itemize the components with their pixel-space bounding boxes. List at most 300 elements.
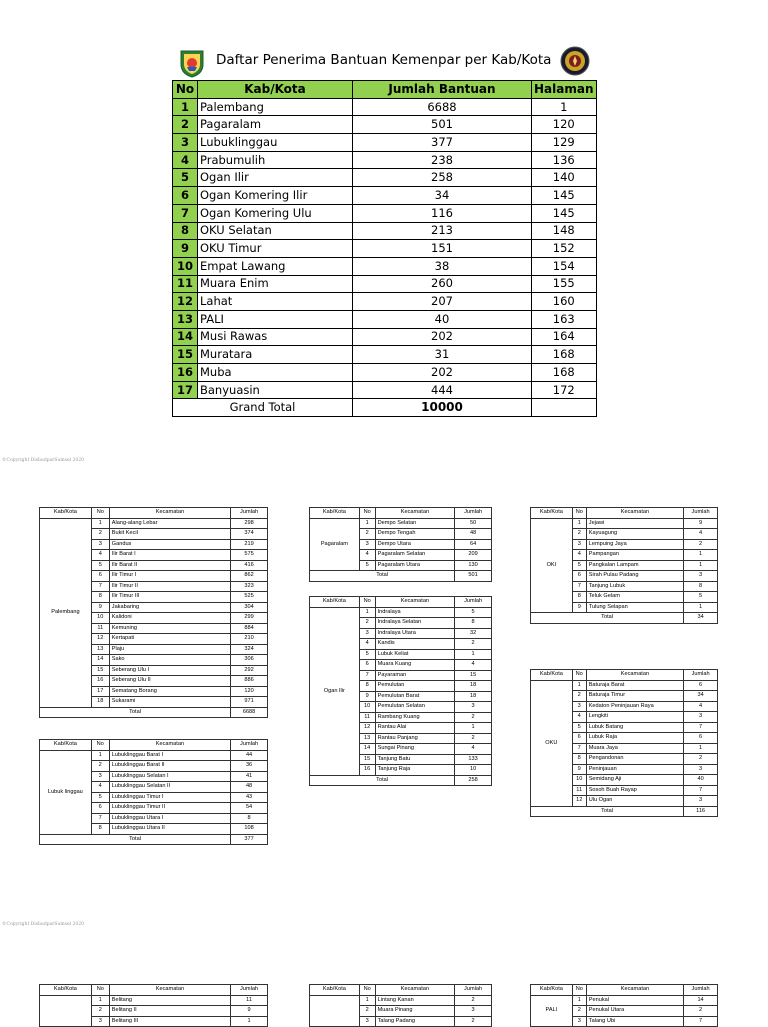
row-number: 18 <box>91 697 109 708</box>
header-kecamatan: Kecamatan <box>375 508 455 519</box>
header-kab-kota: Kab/Kota <box>310 597 360 608</box>
halaman-value: 148 <box>532 222 597 240</box>
jumlah-bantuan-value: 501 <box>353 116 532 134</box>
main-table-row <box>173 310 597 328</box>
row-number: 11 <box>173 275 198 293</box>
ministry-seal <box>560 46 590 76</box>
row-number: 3 <box>572 1016 586 1027</box>
table-row <box>310 607 492 618</box>
row-number: 9 <box>572 602 586 613</box>
row-number: 5 <box>359 560 375 571</box>
row-number: 12 <box>359 723 375 734</box>
main-table-row <box>173 116 597 134</box>
table-row <box>531 518 718 529</box>
halaman-value: 145 <box>532 187 597 205</box>
kecamatan-name: Rantau Panjang <box>375 733 455 744</box>
row-number: 12 <box>91 634 109 645</box>
kecamatan-name: Pengandonan <box>586 754 683 765</box>
row-number: 10 <box>173 257 198 275</box>
kecamatan-name: Indralaya Selatan <box>375 618 455 629</box>
kab-kota-name: Prabumulih <box>198 151 353 169</box>
jumlah-value: 6 <box>684 733 718 744</box>
main-table-row <box>173 240 597 258</box>
jumlah-value: 2 <box>684 1006 718 1017</box>
table-pagaralam <box>309 507 492 582</box>
jumlah-value: 41 <box>231 771 268 782</box>
jumlah-bantuan-value: 202 <box>353 364 532 382</box>
kab-kota-name: Empat Lawang <box>198 257 353 275</box>
row-number: 9 <box>572 764 586 775</box>
row-number: 4 <box>173 151 198 169</box>
jumlah-value: 5 <box>455 607 492 618</box>
jumlah-bantuan-value: 31 <box>353 346 532 364</box>
kab-kota-cell: Ogan Ilir <box>310 607 360 775</box>
kecamatan-name: Seberang Ulu II <box>109 676 230 687</box>
jumlah-value: 3 <box>455 1006 492 1017</box>
main-table-row <box>173 169 597 187</box>
jumlah-value: 130 <box>455 560 492 571</box>
kab-kota-cell <box>310 995 360 1027</box>
jumlah-value: 7 <box>684 785 718 796</box>
jumlah-bantuan-value: 151 <box>353 240 532 258</box>
small-table-header-row <box>40 508 268 519</box>
header-jumlah-bantuan: Jumlah Bantuan <box>353 81 532 99</box>
row-number: 9 <box>359 691 375 702</box>
kecamatan-name: Indralaya <box>375 607 455 618</box>
kecamatan-name: Sako <box>109 655 230 666</box>
header-kab-kota: Kab/Kota <box>40 508 92 519</box>
row-number: 1 <box>572 680 586 691</box>
kecamatan-name: Tanjung Batu <box>375 754 455 765</box>
main-table-row <box>173 204 597 222</box>
row-number: 4 <box>359 639 375 650</box>
jumlah-bantuan-value: 213 <box>353 222 532 240</box>
jumlah-value: 36 <box>231 761 268 772</box>
kab-kota-name: Musi Rawas <box>198 328 353 346</box>
kecamatan-name: Lengkiti <box>586 712 683 723</box>
header-kab-kota: Kab/Kota <box>198 81 353 99</box>
halaman-value: 140 <box>532 169 597 187</box>
kab-kota-name: Muratara <box>198 346 353 364</box>
kab-kota-cell: Lubuk linggau <box>40 750 92 834</box>
jumlah-bantuan-value: 116 <box>353 204 532 222</box>
kab-kota-name: Pagaralam <box>198 116 353 134</box>
header-jumlah: Jumlah <box>231 985 268 996</box>
header-kab-kota: Kab/Kota <box>40 740 92 751</box>
row-number: 15 <box>91 665 109 676</box>
header-jumlah: Jumlah <box>684 985 718 996</box>
header-kecamatan: Kecamatan <box>109 508 230 519</box>
kecamatan-name: Talang Ubi <box>586 1016 683 1027</box>
kecamatan-name: Lubuk Keliat <box>375 649 455 660</box>
jumlah-value: 18 <box>455 681 492 692</box>
jumlah-bantuan-value: 202 <box>353 328 532 346</box>
row-number: 6 <box>91 803 109 814</box>
grand-total-value: 10000 <box>353 399 532 417</box>
row-number: 1 <box>359 518 375 529</box>
row-number: 1 <box>572 518 586 529</box>
kab-kota-cell: Palembang <box>40 518 92 707</box>
kecamatan-name: Baturaja Timur <box>586 691 683 702</box>
jumlah-value: 1 <box>455 723 492 734</box>
row-number: 3 <box>359 1016 375 1027</box>
jumlah-value: 48 <box>455 529 492 540</box>
halaman-value: 154 <box>532 257 597 275</box>
kecamatan-name: Lintang Kanan <box>375 995 455 1006</box>
row-number: 1 <box>91 995 109 1006</box>
kecamatan-name: Dempo Utara <box>375 539 455 550</box>
kecamatan-name: Muara Jaya <box>586 743 683 754</box>
row-number: 5 <box>91 792 109 803</box>
jumlah-value: 108 <box>231 824 268 835</box>
table-row <box>310 518 492 529</box>
grand-total-empty-cell <box>532 399 597 417</box>
kecamatan-name: Lempuing Jaya <box>586 539 683 550</box>
kecamatan-name: Penukal Utara <box>586 1006 683 1017</box>
row-number: 8 <box>91 824 109 835</box>
jumlah-value: 8 <box>231 813 268 824</box>
header-no: No <box>91 985 109 996</box>
row-number: 7 <box>91 813 109 824</box>
jumlah-value: 1 <box>231 1016 268 1027</box>
small-table-header-row <box>531 508 718 519</box>
kab-kota-name: Lubuklinggau <box>198 134 353 152</box>
kecamatan-name: Kayuagung <box>586 529 683 540</box>
jumlah-value: 2 <box>684 754 718 765</box>
jumlah-value: 324 <box>231 644 268 655</box>
row-number: 8 <box>572 754 586 765</box>
jumlah-value: 209 <box>455 550 492 561</box>
jumlah-value: 9 <box>231 1006 268 1017</box>
jumlah-value: 1 <box>455 649 492 660</box>
row-number: 7 <box>359 670 375 681</box>
row-number: 3 <box>91 1016 109 1027</box>
row-number: 11 <box>572 785 586 796</box>
row-number: 3 <box>359 628 375 639</box>
halaman-value: 168 <box>532 346 597 364</box>
jumlah-value: 219 <box>231 539 268 550</box>
jumlah-value: 10 <box>455 765 492 776</box>
kecamatan-name: Rambang Kuang <box>375 712 455 723</box>
jumlah-value: 575 <box>231 550 268 561</box>
jumlah-value: 292 <box>231 665 268 676</box>
row-number: 16 <box>91 676 109 687</box>
jumlah-value: 2 <box>455 639 492 650</box>
small-table-header-row <box>531 670 718 681</box>
kecamatan-name: Tulung Selapan <box>586 602 683 613</box>
jumlah-value: 3 <box>455 702 492 713</box>
total-label: Total <box>40 707 231 718</box>
row-number: 2 <box>572 529 586 540</box>
halaman-value: 120 <box>532 116 597 134</box>
kecamatan-name: Indralaya Utara <box>375 628 455 639</box>
row-number: 4 <box>91 550 109 561</box>
kecamatan-name: Belitang <box>109 995 230 1006</box>
kecamatan-name: Lubuklinggau Utara II <box>109 824 230 835</box>
row-number: 2 <box>572 691 586 702</box>
jumlah-value: 210 <box>231 634 268 645</box>
total-value: 377 <box>231 834 268 845</box>
table-bottom-right <box>530 984 718 1027</box>
row-number: 6 <box>91 571 109 582</box>
small-table-header-row <box>310 508 492 519</box>
header-jumlah: Jumlah <box>455 597 492 608</box>
jumlah-value: 416 <box>231 560 268 571</box>
kecamatan-name: Pemulutan Barat <box>375 691 455 702</box>
kecamatan-name: Pemulutan Selatan <box>375 702 455 713</box>
main-table-row <box>173 98 597 116</box>
kecamatan-name: Tanjung Raja <box>375 765 455 776</box>
row-number: 10 <box>359 702 375 713</box>
header-no: No <box>359 985 375 996</box>
jumlah-bantuan-value: 444 <box>353 381 532 399</box>
kecamatan-name: Belitang II <box>109 1006 230 1017</box>
page-title: Daftar Penerima Bantuan Kemenpar per Kab/Kota <box>216 52 552 68</box>
jumlah-bantuan-value: 38 <box>353 257 532 275</box>
jumlah-value: 54 <box>231 803 268 814</box>
kecamatan-name: Payaraman <box>375 670 455 681</box>
header-kecamatan: Kecamatan <box>586 670 683 681</box>
main-recipients-table <box>172 80 597 417</box>
main-table-row <box>173 346 597 364</box>
jumlah-value: 50 <box>455 518 492 529</box>
header-kecamatan: Kecamatan <box>109 985 230 996</box>
row-number: 1 <box>91 518 109 529</box>
row-number: 3 <box>572 701 586 712</box>
jumlah-value: 8 <box>455 618 492 629</box>
row-number: 5 <box>173 169 198 187</box>
small-table-header-row <box>40 740 268 751</box>
row-number: 17 <box>173 381 198 399</box>
jumlah-value: 40 <box>684 775 718 786</box>
kecamatan-name: Pagaralam Utara <box>375 560 455 571</box>
header-kecamatan: Kecamatan <box>109 740 230 751</box>
kab-kota-name: OKU Timur <box>198 240 353 258</box>
row-number: 4 <box>572 712 586 723</box>
header-jumlah: Jumlah <box>231 740 268 751</box>
main-table-header-row <box>173 81 597 99</box>
row-number: 3 <box>173 134 198 152</box>
header-kab-kota: Kab/Kota <box>531 508 573 519</box>
table-row <box>531 680 718 691</box>
kecamatan-name: Lubuklinggau Timur II <box>109 803 230 814</box>
row-number: 7 <box>173 204 198 222</box>
total-label: Total <box>531 806 684 817</box>
header-kab-kota: Kab/Kota <box>310 985 360 996</box>
kab-kota-name: Muba <box>198 364 353 382</box>
kecamatan-name: Pangkalan Lampam <box>586 560 683 571</box>
jumlah-value: 304 <box>231 602 268 613</box>
row-number: 5 <box>572 722 586 733</box>
kecamatan-name: Ilir Timur II <box>109 581 230 592</box>
kecamatan-name: Lubuklinggau Barat II <box>109 761 230 772</box>
row-number: 8 <box>173 222 198 240</box>
jumlah-value: 2 <box>455 1016 492 1027</box>
kecamatan-name: Seberang Ulu I <box>109 665 230 676</box>
jumlah-value: 34 <box>684 691 718 702</box>
row-number: 6 <box>359 660 375 671</box>
table-bottom-middle <box>309 984 492 1027</box>
kecamatan-name: Lubuklinggau Utara I <box>109 813 230 824</box>
kecamatan-name: Ilir Timur III <box>109 592 230 603</box>
jumlah-value: 323 <box>231 581 268 592</box>
kab-kota-name: Ogan Komering Ulu <box>198 204 353 222</box>
row-number: 1 <box>91 750 109 761</box>
row-number: 13 <box>173 310 198 328</box>
row-number: 6 <box>572 733 586 744</box>
row-number: 8 <box>91 592 109 603</box>
header-kab-kota: Kab/Kota <box>40 985 92 996</box>
row-number: 2 <box>359 529 375 540</box>
jumlah-value: 374 <box>231 529 268 540</box>
province-logo <box>178 48 206 78</box>
jumlah-value: 884 <box>231 623 268 634</box>
row-number: 12 <box>572 796 586 807</box>
kab-kota-name: Muara Enim <box>198 275 353 293</box>
kecamatan-name: Ulu Ogan <box>586 796 683 807</box>
row-number: 2 <box>572 1006 586 1017</box>
kab-kota-name: Ogan Komering Ilir <box>198 187 353 205</box>
jumlah-value: 3 <box>684 796 718 807</box>
kecamatan-name: Pemulutan <box>375 681 455 692</box>
main-table-row <box>173 222 597 240</box>
jumlah-value: 525 <box>231 592 268 603</box>
total-label: Total <box>310 775 455 786</box>
header-kecamatan: Kecamatan <box>586 508 683 519</box>
row-number: 3 <box>91 539 109 550</box>
total-value: 258 <box>455 775 492 786</box>
jumlah-value: 48 <box>231 782 268 793</box>
kecamatan-name: Baturaja Barat <box>586 680 683 691</box>
kecamatan-name: Jakabaring <box>109 602 230 613</box>
jumlah-value: 4 <box>684 701 718 712</box>
main-table-row <box>173 293 597 311</box>
jumlah-value: 11 <box>231 995 268 1006</box>
copyright-text: ©Copyright DisbudparSumsel 2020 <box>2 458 84 463</box>
halaman-value: 172 <box>532 381 597 399</box>
table-row <box>531 995 718 1006</box>
jumlah-value: 306 <box>231 655 268 666</box>
jumlah-value: 44 <box>231 750 268 761</box>
header-jumlah: Jumlah <box>455 985 492 996</box>
total-label: Total <box>531 613 684 624</box>
jumlah-value: 2 <box>684 539 718 550</box>
kab-kota-cell: OKU <box>531 680 573 806</box>
jumlah-value: 120 <box>231 686 268 697</box>
header-jumlah: Jumlah <box>455 508 492 519</box>
row-number: 12 <box>173 293 198 311</box>
row-number: 15 <box>173 346 198 364</box>
kecamatan-name: Pampangan <box>586 550 683 561</box>
halaman-value: 164 <box>532 328 597 346</box>
row-number: 17 <box>91 686 109 697</box>
jumlah-value: 2 <box>455 733 492 744</box>
jumlah-value: 7 <box>684 722 718 733</box>
kecamatan-name: Ilir Barat II <box>109 560 230 571</box>
header-no: No <box>173 81 198 99</box>
main-table-body <box>173 98 597 416</box>
jumlah-value: 298 <box>231 518 268 529</box>
kecamatan-name: Kandis <box>375 639 455 650</box>
header-no: No <box>572 670 586 681</box>
jumlah-value: 133 <box>455 754 492 765</box>
row-number: 9 <box>91 602 109 613</box>
small-table-header-row <box>310 985 492 996</box>
header-no: No <box>91 508 109 519</box>
row-number: 6 <box>173 187 198 205</box>
main-table-row <box>173 328 597 346</box>
jumlah-bantuan-value: 258 <box>353 169 532 187</box>
main-table-row <box>173 364 597 382</box>
row-number: 11 <box>359 712 375 723</box>
kecamatan-name: Lubuklinggau Selatan II <box>109 782 230 793</box>
row-number: 4 <box>91 782 109 793</box>
jumlah-value: 2 <box>455 995 492 1006</box>
table-oki <box>530 507 718 624</box>
kab-kota-cell: OKI <box>531 518 573 613</box>
row-number: 3 <box>359 539 375 550</box>
header-kecamatan: Kecamatan <box>375 597 455 608</box>
main-table-row <box>173 187 597 205</box>
kecamatan-name: Lubuk Raja <box>586 733 683 744</box>
halaman-value: 160 <box>532 293 597 311</box>
row-number: 1 <box>572 995 586 1006</box>
table-lubuklinggau <box>39 739 268 845</box>
table-row <box>40 995 268 1006</box>
header-jumlah: Jumlah <box>684 508 718 519</box>
jumlah-value: 14 <box>684 995 718 1006</box>
table-row <box>310 995 492 1006</box>
main-table-row <box>173 381 597 399</box>
jumlah-value: 862 <box>231 571 268 582</box>
halaman-value: 152 <box>532 240 597 258</box>
row-number: 3 <box>572 539 586 550</box>
kab-kota-name: Banyuasin <box>198 381 353 399</box>
kecamatan-name: Belitang III <box>109 1016 230 1027</box>
row-number: 11 <box>91 623 109 634</box>
kab-kota-name: Ogan Ilir <box>198 169 353 187</box>
jumlah-value: 1 <box>684 560 718 571</box>
halaman-value: 136 <box>532 151 597 169</box>
kecamatan-name: Plaju <box>109 644 230 655</box>
jumlah-value: 7 <box>684 1016 718 1027</box>
jumlah-value: 43 <box>231 792 268 803</box>
header-jumlah: Jumlah <box>231 508 268 519</box>
kecamatan-name: Kertapati <box>109 634 230 645</box>
row-number: 4 <box>572 550 586 561</box>
kecamatan-name: Alang-alang Lebar <box>109 518 230 529</box>
row-number: 14 <box>91 655 109 666</box>
kecamatan-name: Sematang Borang <box>109 686 230 697</box>
halaman-value: 168 <box>532 364 597 382</box>
kab-kota-name: PALI <box>198 310 353 328</box>
small-table-header-row <box>310 597 492 608</box>
total-row <box>40 834 268 845</box>
halaman-value: 129 <box>532 134 597 152</box>
row-number: 10 <box>572 775 586 786</box>
row-number: 6 <box>572 571 586 582</box>
jumlah-value: 3 <box>684 712 718 723</box>
row-number: 8 <box>359 681 375 692</box>
jumlah-value: 4 <box>684 529 718 540</box>
header-no: No <box>91 740 109 751</box>
header-no: No <box>359 597 375 608</box>
header-kecamatan: Kecamatan <box>586 985 683 996</box>
kecamatan-name: Tanjung Lubuk <box>586 581 683 592</box>
kab-kota-name: Palembang <box>198 98 353 116</box>
jumlah-value: 1 <box>684 743 718 754</box>
header-kab-kota: Kab/Kota <box>531 985 573 996</box>
